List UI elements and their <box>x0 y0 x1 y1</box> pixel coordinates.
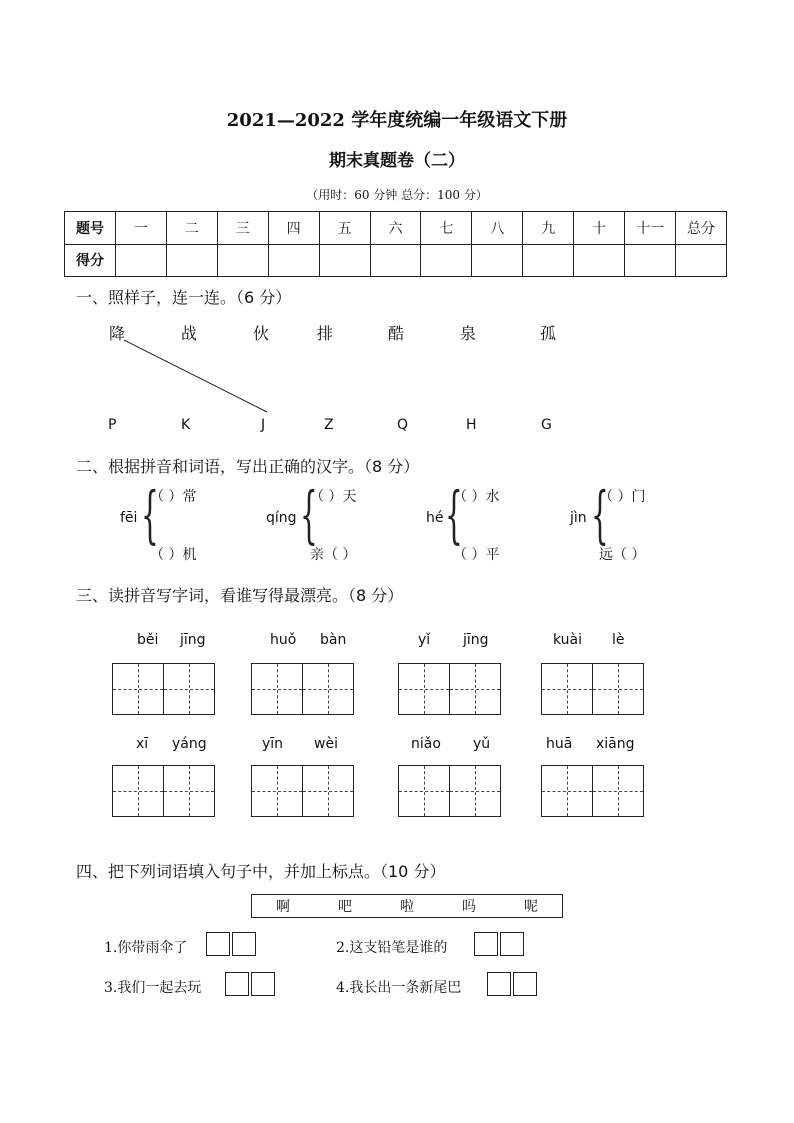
writing-cell[interactable] <box>541 663 593 715</box>
answer-boxes[interactable] <box>206 932 256 956</box>
table-cell: 九 <box>523 212 574 245</box>
pinyin-label: xī <box>136 736 149 752</box>
writing-cell[interactable] <box>398 663 450 715</box>
pinyin-label: yǐ <box>418 632 431 648</box>
writing-cell[interactable] <box>112 765 164 817</box>
writing-grid[interactable] <box>112 663 214 715</box>
answer-boxes[interactable] <box>487 972 537 996</box>
sentence-item: 3.我们一起去玩 <box>104 980 202 996</box>
letter-item[interactable]: P <box>108 417 117 433</box>
word-options-box <box>251 894 563 918</box>
brace-icon: { <box>591 478 609 551</box>
table-cell: 八 <box>472 212 523 245</box>
fill-blank[interactable]: 远（ ） <box>599 547 646 563</box>
writing-cell[interactable] <box>398 765 450 817</box>
char-item[interactable]: 战 <box>181 324 198 343</box>
char-item[interactable]: 酷 <box>388 324 405 343</box>
pinyin-label: yǔ <box>473 736 491 752</box>
exam-time-info: （用时：60 分钟 总分：100 分） <box>306 188 488 202</box>
answer-boxes[interactable] <box>474 932 524 956</box>
writing-cell[interactable] <box>302 765 354 817</box>
brace-icon: { <box>141 478 159 551</box>
table-cell: 得分 <box>65 244 116 277</box>
char-item[interactable]: 孤 <box>540 324 557 343</box>
table-cell: 七 <box>421 212 472 245</box>
answer-box[interactable] <box>487 972 511 996</box>
table-cell: 十一 <box>625 212 676 245</box>
fill-blank[interactable]: （ ）天 <box>310 489 357 505</box>
writing-grid[interactable] <box>251 765 353 817</box>
fill-blank[interactable]: （ ）水 <box>453 489 500 505</box>
fill-blank[interactable]: （ ）常 <box>150 489 197 505</box>
fill-blank[interactable]: （ ）机 <box>150 547 197 563</box>
fill-blank[interactable]: （ ）门 <box>599 489 646 505</box>
writing-cell[interactable] <box>163 663 215 715</box>
writing-cell[interactable] <box>251 765 303 817</box>
sentence-item: 1.你带雨伞了 <box>104 940 188 956</box>
writing-grid[interactable] <box>112 765 214 817</box>
answer-box[interactable] <box>206 932 230 956</box>
writing-grid[interactable] <box>398 765 500 817</box>
word-option[interactable]: 啊 <box>276 899 290 915</box>
pinyin-label: hé <box>426 510 444 526</box>
word-option[interactable]: 吧 <box>338 899 352 915</box>
pinyin-label: niǎo <box>411 736 441 752</box>
letter-item[interactable]: K <box>181 417 191 433</box>
brace-icon: { <box>300 478 318 551</box>
fill-blank[interactable]: 亲（ ） <box>310 547 357 563</box>
writing-cell[interactable] <box>592 663 644 715</box>
answer-box[interactable] <box>500 932 524 956</box>
writing-grid[interactable] <box>251 663 353 715</box>
pinyin-label: fēi <box>120 510 138 526</box>
table-cell: 十 <box>574 212 625 245</box>
exam-subtitle: 期末真题卷（二） <box>329 151 465 171</box>
letter-item[interactable]: J <box>261 417 266 433</box>
pinyin-label: jìn <box>570 510 587 526</box>
answer-box[interactable] <box>474 932 498 956</box>
answer-box[interactable] <box>513 972 537 996</box>
word-option[interactable]: 呢 <box>524 899 538 915</box>
sentence-item: 2.这支铅笔是谁的 <box>336 940 448 956</box>
char-item[interactable]: 排 <box>317 324 334 343</box>
answer-box[interactable] <box>251 972 275 996</box>
char-item[interactable]: 降 <box>109 324 126 343</box>
writing-cell[interactable] <box>449 663 501 715</box>
pinyin-label: yīn <box>262 736 284 752</box>
pinyin-label: qíng <box>266 510 297 526</box>
table-cell: 一 <box>115 212 166 245</box>
question-2-heading: 二、根据拼音和词语，写出正确的汉字。（8 分） <box>76 457 420 476</box>
word-option[interactable]: 啦 <box>400 899 414 915</box>
writing-grid[interactable] <box>398 663 500 715</box>
table-cell: 五 <box>319 212 370 245</box>
question-3-heading: 三、读拼音写字词，看谁写得最漂亮。（8 分） <box>76 586 404 605</box>
writing-cell[interactable] <box>112 663 164 715</box>
writing-cell[interactable] <box>251 663 303 715</box>
pinyin-label: lè <box>612 632 625 648</box>
writing-cell[interactable] <box>163 765 215 817</box>
pinyin-label: kuài <box>553 632 583 648</box>
writing-cell[interactable] <box>592 765 644 817</box>
question-4-heading: 四、把下列词语填入句子中，并加上标点。（10 分） <box>76 862 446 881</box>
writing-cell[interactable] <box>449 765 501 817</box>
letter-item[interactable]: Z <box>324 417 334 433</box>
pinyin-label: yáng <box>172 736 207 752</box>
table-cell: 四 <box>268 212 319 245</box>
sentence-item: 4.我长出一条新尾巴 <box>336 980 462 996</box>
table-cell: 三 <box>217 212 268 245</box>
pinyin-label: běi <box>137 632 159 648</box>
writing-grid[interactable] <box>541 663 643 715</box>
pinyin-label: jīng <box>463 632 489 648</box>
table-cell: 总分 <box>676 212 727 245</box>
exam-title: 2021—2022 学年度统编一年级语文下册 <box>226 110 568 131</box>
pinyin-label: wèi <box>314 736 338 752</box>
pinyin-label: bàn <box>320 632 347 648</box>
table-cell: 六 <box>370 212 421 245</box>
pinyin-label: xiāng <box>596 736 635 752</box>
letter-item[interactable]: H <box>466 417 477 433</box>
answer-box[interactable] <box>232 932 256 956</box>
word-option[interactable]: 吗 <box>462 899 476 915</box>
writing-cell[interactable] <box>302 663 354 715</box>
writing-cell[interactable] <box>541 765 593 817</box>
pinyin-label: jīng <box>180 632 206 648</box>
letter-item[interactable]: Q <box>397 417 409 433</box>
answer-box[interactable] <box>225 972 249 996</box>
pinyin-label: huǒ <box>270 632 297 648</box>
table-cell: 题号 <box>65 212 116 245</box>
answer-boxes[interactable] <box>225 972 275 996</box>
letter-item[interactable]: G <box>541 417 552 433</box>
char-item[interactable]: 伙 <box>253 324 270 343</box>
question-1-heading: 一、照样子，连一连。（6 分） <box>76 288 292 307</box>
fill-blank[interactable]: （ ）平 <box>453 547 500 563</box>
table-cell: 二 <box>166 212 217 245</box>
writing-grid[interactable] <box>541 765 643 817</box>
char-item[interactable]: 泉 <box>460 324 477 343</box>
pinyin-label: huā <box>546 736 573 752</box>
brace-icon: { <box>445 478 463 551</box>
